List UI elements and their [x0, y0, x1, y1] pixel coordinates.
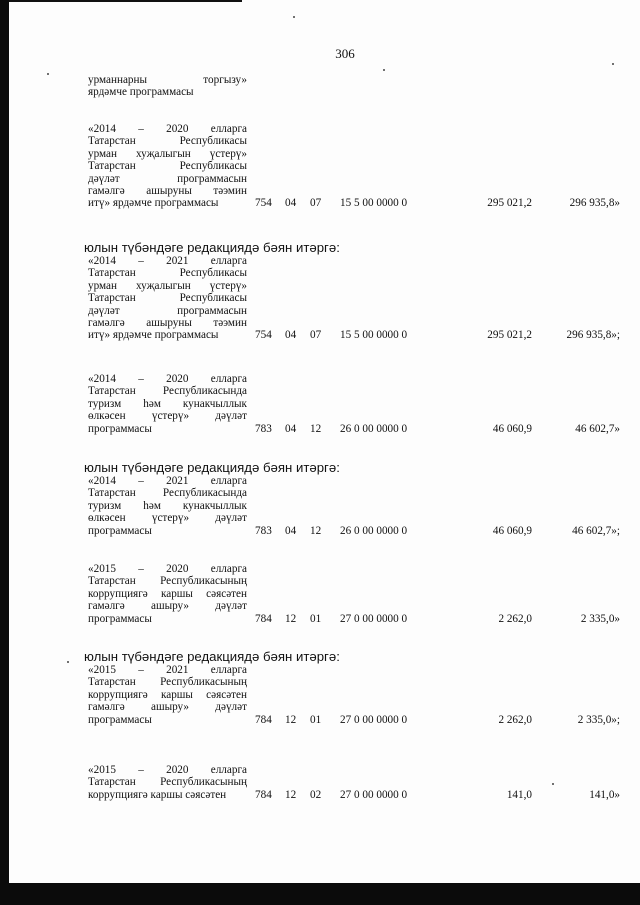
vedomstvo-code: 784	[255, 612, 272, 625]
program-name-line: Татарстан Республикасының	[88, 575, 247, 588]
target-article-code: 27 0 00 0000 0	[340, 713, 408, 726]
amount-year-2: 141,0»	[589, 788, 620, 801]
program-name	[88, 123, 247, 210]
program-name-line: Татарстан Республикасы	[88, 160, 247, 173]
subsection-code: 07	[310, 197, 322, 210]
program-name-line: программасы	[88, 524, 152, 537]
program-name	[88, 373, 247, 435]
subsection-code: 12	[310, 524, 322, 537]
program-name-line: программасы	[88, 612, 152, 625]
vedomstvo-code: 754	[255, 329, 272, 342]
program-name-line: гамәлгә ашыруны тәэмин	[88, 317, 247, 330]
program-name-line: дәүләт программасын	[88, 304, 247, 317]
target-article-code: 15 5 00 0000 0	[340, 329, 408, 342]
subsection-code: 01	[310, 713, 322, 726]
program-name-line: «2014 – 2020 елларга	[88, 373, 247, 385]
program-name-line: урман хуҗалыгын үстерү»	[88, 279, 247, 292]
amount-year-2: 296 935,8»;	[566, 329, 620, 342]
program-name-line: «2015 – 2020 елларга	[88, 563, 247, 575]
subsection-code: 02	[310, 788, 322, 801]
vedomstvo-code: 784	[255, 713, 272, 726]
program-name	[88, 74, 247, 99]
target-article-code: 15 5 00 0000 0	[340, 197, 408, 210]
amount-year-1: 141,0	[506, 788, 532, 801]
program-name-line: Татарстан Республикасы	[88, 267, 247, 280]
section-code: 04	[285, 197, 297, 210]
amount-year-2: 296 935,8»	[569, 197, 620, 210]
amount-year-1: 295 021,2	[487, 329, 532, 342]
section-code: 04	[285, 422, 297, 435]
section-code: 04	[285, 524, 297, 537]
section-code: 12	[285, 788, 297, 801]
program-name-line: Татарстан Республикасында	[88, 385, 247, 398]
section-code: 12	[285, 713, 297, 726]
subsection-code: 12	[310, 422, 322, 435]
page-number: 306	[335, 46, 355, 61]
amendment-heading: юлын түбәндәге редакциядә бәян итәргә:	[84, 649, 340, 664]
program-name-line: программасы	[88, 713, 152, 726]
program-name-line: коррупциягә каршы сәясәтен	[88, 587, 247, 600]
program-name-line: Татарстан Республикасында	[88, 487, 247, 500]
program-name-line: урманнарны торгызу»	[88, 74, 247, 86]
program-name-line: итү» ярдәмче программасы	[88, 329, 219, 342]
program-name-line: «2015 – 2020 елларга	[88, 764, 247, 776]
program-name-line: Татарстан Республикасының	[88, 676, 247, 689]
amount-year-2: 2 335,0»;	[577, 713, 620, 726]
amount-year-1: 46 060,9	[492, 524, 532, 537]
program-name-line: өлкәсен үстерү» дәүләт	[88, 410, 247, 423]
program-name-line: «2014 – 2021 елларга	[88, 475, 247, 487]
scan-speck	[67, 661, 69, 663]
amount-year-2: 46 602,7»;	[572, 524, 620, 537]
target-article-code: 26 0 00 0000 0	[340, 422, 408, 435]
scan-speck	[293, 16, 295, 18]
program-name-line: Татарстан Республикасы	[88, 135, 247, 148]
target-article-code: 27 0 00 0000 0	[340, 788, 408, 801]
amendment-heading: юлын түбәндәге редакциядә бәян итәргә:	[84, 240, 340, 255]
scan-edge-bottom	[0, 883, 640, 905]
program-name	[88, 563, 247, 625]
amount-year-1: 295 021,2	[487, 197, 532, 210]
amount-year-2: 2 335,0»	[580, 612, 620, 625]
scan-speck	[552, 783, 554, 785]
amount-year-1: 2 262,0	[498, 713, 532, 726]
subsection-code: 01	[310, 612, 322, 625]
program-name-line: дәүләт программасын	[88, 172, 247, 185]
program-name-line: урман хуҗалыгын үстерү»	[88, 147, 247, 160]
program-name	[88, 255, 247, 342]
program-name-line: программасы	[88, 422, 152, 435]
program-name	[88, 664, 247, 726]
program-name-line: «2014 – 2021 елларга	[88, 255, 247, 267]
program-name-line: туризм һәм кунакчыллык	[88, 397, 247, 410]
amount-year-1: 46 060,9	[492, 422, 532, 435]
program-name-line: гамәлгә ашыруны тәэмин	[88, 185, 247, 198]
program-name-line: гамәлгә ашыру» дәүләт	[88, 701, 247, 714]
program-name-line: өлкәсен үстерү» дәүләт	[88, 512, 247, 525]
scan-edge-left	[0, 0, 9, 905]
program-name-line: коррупциягә каршы сәясәтен	[88, 688, 247, 701]
amendment-heading: юлын түбәндәге редакциядә бәян итәргә:	[84, 460, 340, 475]
vedomstvo-code: 783	[255, 422, 272, 435]
target-article-code: 27 0 00 0000 0	[340, 612, 408, 625]
scan-speck	[47, 73, 49, 75]
vedomstvo-code: 784	[255, 788, 272, 801]
amount-year-2: 46 602,7»	[575, 422, 620, 435]
program-name-line: ярдәмче программасы	[88, 86, 194, 99]
target-article-code: 26 0 00 0000 0	[340, 524, 408, 537]
program-name	[88, 764, 247, 801]
scan-edge-top	[9, 0, 242, 2]
section-code: 12	[285, 612, 297, 625]
program-name-line: Татарстан Республикасының	[88, 776, 247, 789]
program-name-line: «2014 – 2020 елларга	[88, 123, 247, 135]
section-code: 04	[285, 329, 297, 342]
program-name-line: туризм һәм кунакчыллык	[88, 499, 247, 512]
program-name-line: Татарстан Республикасы	[88, 292, 247, 305]
vedomstvo-code: 783	[255, 524, 272, 537]
subsection-code: 07	[310, 329, 322, 342]
scan-speck	[612, 63, 614, 65]
program-name-line: итү» ярдәмче программасы	[88, 197, 219, 210]
scan-speck	[383, 69, 385, 71]
program-name-line: «2015 – 2021 елларга	[88, 664, 247, 676]
program-name	[88, 475, 247, 537]
program-name-line: гамәлгә ашыру» дәүләт	[88, 600, 247, 613]
amount-year-1: 2 262,0	[498, 612, 532, 625]
program-name-line: коррупциягә каршы сәясәтен	[88, 788, 227, 801]
vedomstvo-code: 754	[255, 197, 272, 210]
